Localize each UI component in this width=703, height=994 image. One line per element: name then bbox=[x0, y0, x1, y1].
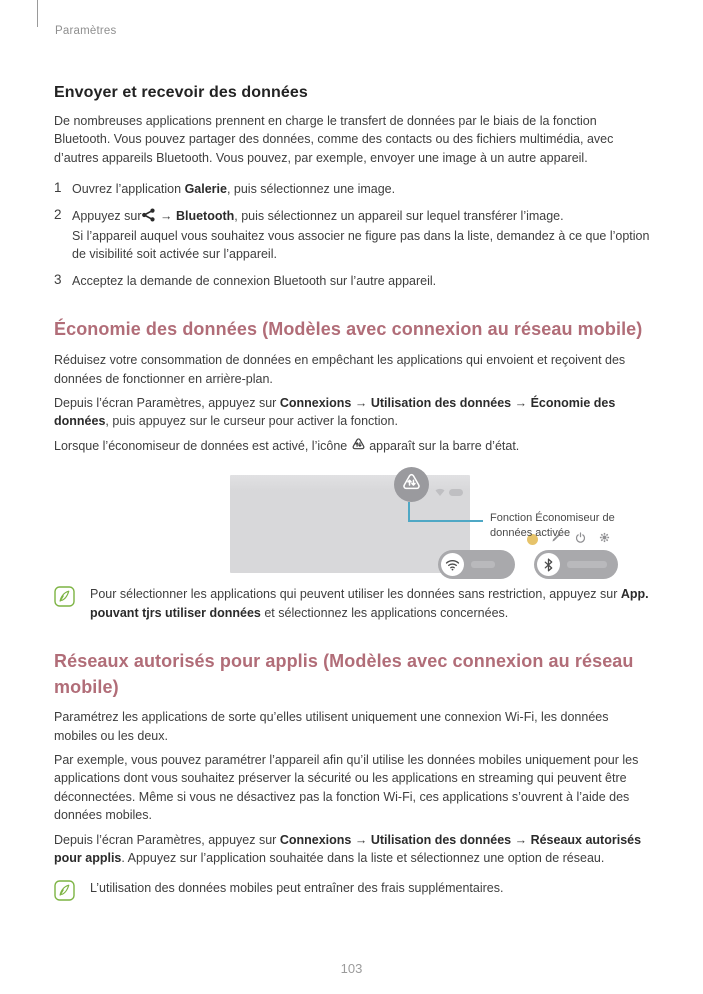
data-saver-icon bbox=[351, 437, 366, 457]
step-2 bbox=[54, 207, 651, 264]
section-title-envoyer: Envoyer et recevoir des données bbox=[54, 84, 308, 101]
note-text: Pour sélectionner les applications qui peuvent utiliser les données sans restriction, appuyez sur App. pouvant tjrs utiliser données et sélectionnez les applications concernées. bbox=[90, 587, 649, 620]
wifi-quick-toggle bbox=[438, 550, 515, 579]
page-content bbox=[0, 84, 703, 906]
statusbar-mini-icons bbox=[435, 483, 463, 501]
section3-p2: Par exemple, vous pouvez paramétrer l’appareil afin qu’il utilise les données mobiles uniquement pour les applications dont vous souhaitez préserver la sécurité ou les applications en streaming qui peuvent être déconnectées. Même si vous ne désactivez pas la fonction Wi-Fi, ces applications s’ouvrent à l’aide des données mobiles. bbox=[54, 752, 639, 823]
callout-line-horizontal bbox=[408, 520, 483, 522]
section3-p3: Depuis l’écran Paramètres, appuyez sur Connexions → Utilisation des données → Réseaux autorisés pour applis. Appuyez sur l’application souhaitée dans la liste et sélectionnez une option de réseau. bbox=[54, 832, 642, 865]
step-text: Acceptez la demande de connexion Bluetooth sur l’autre appareil. bbox=[72, 273, 437, 288]
callout-line-vertical bbox=[408, 502, 410, 521]
share-icon bbox=[141, 208, 156, 227]
chapter-label: Paramètres bbox=[55, 25, 117, 37]
numbered-steps bbox=[54, 180, 651, 290]
note-block-2 bbox=[54, 879, 651, 906]
step-text: Appuyez sur → Bluetooth, puis sélectionnez un appareil sur lequel transférer l’image. bbox=[72, 207, 651, 227]
quick-panel-screenshot bbox=[230, 475, 470, 573]
page-number: 103 bbox=[340, 961, 363, 976]
bluetooth-quick-toggle bbox=[534, 550, 618, 579]
note-block-1 bbox=[54, 585, 651, 622]
note-pencil-icon bbox=[54, 585, 90, 622]
wifi-icon bbox=[441, 553, 464, 576]
step-text-continued: Si l’appareil auquel vous souhaitez vous associer ne figure pas dans la liste, demandez à ce que l’option de visibilité soit activée sur l’appareil. bbox=[72, 229, 650, 262]
section2-p2: Depuis l’écran Paramètres, appuyez sur Connexions → Utilisation des données → Économie des données, puis appuyez sur le curseur pour activer la fonction. bbox=[54, 396, 616, 429]
bluetooth-icon bbox=[537, 553, 560, 576]
step-text: Ouvrez l’application Galerie, puis sélectionnez une image. bbox=[72, 182, 396, 197]
section2-p1: Réduisez votre consommation de données en empêchant les applications qui envoient et reçoivent des données de fonctionner en arrière-plan. bbox=[54, 353, 626, 386]
step-3 bbox=[54, 272, 651, 290]
section2-p3: Lorsque l’économiseur de données est activé, l’icône apparaît sur la barre d’état. bbox=[54, 437, 651, 457]
mini-battery-icon bbox=[449, 489, 463, 496]
section1-intro: De nombreuses applications prennent en charge le transfert de données par le biais de la fonction Bluetooth. Vous pouvez partager des données, comme des contacts ou des fichiers multimédia, avec d’autres appareils Bluetooth. Vous pouvez, par exemple, envoyer une image à un autre appareil. bbox=[54, 114, 614, 165]
section-title-economie-donnees: Économie des données (Modèles avec connexion au réseau mobile) bbox=[54, 319, 643, 340]
step-1 bbox=[54, 180, 651, 198]
section3-p1: Paramétrez les applications de sorte qu’elles utilisent uniquement une connexion Wi-Fi, les données mobiles ou les deux. bbox=[54, 710, 609, 743]
data-saver-icon-white bbox=[401, 472, 422, 498]
note-pencil-icon bbox=[54, 879, 90, 906]
mini-wifi-icon bbox=[435, 483, 445, 501]
callout-label: Fonction Économiseur de données activée bbox=[490, 512, 615, 540]
step-number: 1 bbox=[54, 180, 62, 196]
header-rule bbox=[37, 0, 38, 27]
step-number: 3 bbox=[54, 271, 62, 287]
figure-data-saver bbox=[54, 463, 651, 575]
blurred-bluetooth-label bbox=[567, 561, 607, 568]
note-text: L’utilisation des données mobiles peut entraîner des frais supplémentaires. bbox=[90, 881, 504, 896]
step-number: 2 bbox=[54, 206, 62, 222]
section-title-reseaux-autorises: Réseaux autorisés pour applis (Modèles avec connexion au réseau mobile) bbox=[54, 651, 634, 698]
blurred-wifi-label bbox=[471, 561, 495, 568]
